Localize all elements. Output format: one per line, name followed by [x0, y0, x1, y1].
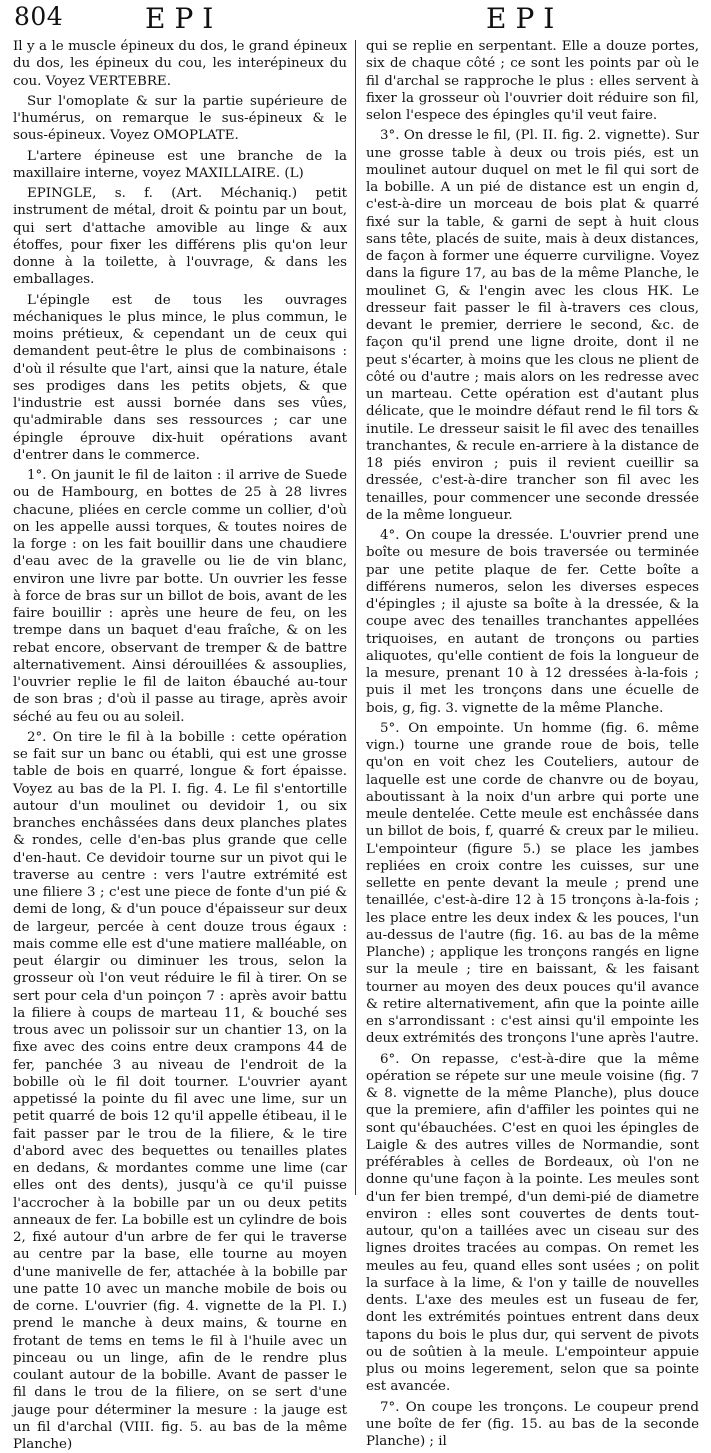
paragraph: 6°. On repasse, c'est-à-dire que la même opération se répete sur une meule voisine (fig. 7 & 8. vignette de la même Planche), plus douce que la premiere, afin d'affiler les pointes qui ne sont qu'ébauchées. C'est en quoi les épingles de Laigle & des autres villes de Normandie, sont préférables à celles de Bordeaux, où l'on ne donne qu'une façon à la pointe. Les meules sont d'un fer bien trempé, d'un demi-pié de diametre environ : elles sont couvertes de dents tout-autour, qu'on a taillées avec un ciseau sur des lignes droites tracées au compas. On remet les meules au feu, quand elles sont usées ; on polit la surface à la lime, & l'on y taille de nouvelles dents. L'axe des meules est un fuseau de fer, dont les extrémités pointues entrent dans deux tapons du bois le plus dur, qui servent de pivots ou de soûtien à la meule. L'empointeur appuie plus ou moins legerement, selon que sa pointe est avancée.: [366, 1051, 699, 1395]
paragraph: 1°. On jaunit le fil de laiton : il arrive de Suede ou de Hambourg, en bottes de 25 à 28 livres chacune, pliées en cercle comme un collier, d'où on les appelle aussi torques, & toutes noires de la forge : on les fait bouillir dans une chaudiere d'eau avec de la gravelle ou lie de vin blanc, environ une livre par botte. Un ouvrier les fesse à force de bras sur un billot de bois, avant de les faire bouillir : après une heure de feu, on les trempe dans un baquet d'eau fraîche, & on les rebat encore, observant de tremper & de battre alternativement. Ainsi dérouillées & assouplies, l'ouvrier replie le fil de laiton ébauché au-tour de son bras ; d'où il passe au tirage, après avoir séché au feu ou au soleil.: [13, 468, 347, 725]
paragraph: L'artere épineuse est une branche de la maxillaire interne, voyez MAXILLAIRE. (L): [13, 148, 347, 181]
paragraph: Il y a le muscle épineux du dos, le grand épineux du dos, les épineux du cou, les interépineux du cou. Voyez VERTEBRE.: [13, 39, 347, 89]
page-number: 804: [14, 2, 64, 31]
right-column: [366, 38, 700, 1449]
paragraph: L'épingle est de tous les ouvrages méchaniques le plus mince, le plus commun, le moins prétieux, & cependant un de ceux qui demandent peut-être le plus de combinaisons : d'où il résulte que l'art, ainsi que la nature, étale ses prodiges dans les petits objets, & que l'industrie est aussi bornée dans ses vûes, qu'admirable dans ses ressources ; car une épingle éprouve dix-huit opérations avant d'entrer dans le commerce.: [13, 292, 347, 463]
paragraph: EPINGLE, s. f. (Art. Méchaniq.) petit instrument de métal, droit & pointu par un bout, qui sert d'attache amovible au linge & aux étoffes, pour fixer les différens plis qu'on leur donne à la toilette, à l'ouvrage, & dans les emballages.: [13, 186, 347, 288]
paragraph: qui se replie en serpentant. Elle a douze portes, six de chaque côté ; ce sont les points par où le fil d'archal se rapproche le plus : elles servent à fixer la grosseur où l'ouvrier doit réduire son fil, selon l'espece des épingles qu'il veut faire.: [366, 39, 699, 123]
left-column: [13, 38, 347, 1452]
left-running-head: EPI: [145, 2, 223, 35]
paragraph: 7°. On coupe les tronçons. Le coupeur prend une boîte de fer (fig. 15. au bas de la seconde Planche) ; il: [366, 1399, 699, 1449]
paragraph: 3°. On dresse le fil, (Pl. II. fig. 2. vignette). Sur une grosse table à deux ou trois piés, est un moulinet autour duquel on met le fil qui sort de la bobille. A un pié de distance est un engin d, c'est-à-dire un morceau de bois plat & quarré fixé sur la table, & garni de sept à huit clous sans tête, placés de suite, mais à deux distances, de façon à former une équerre curviligne. Voyez dans la figure 17, au bas de la même Planche, le moulinet G, & l'engin avec les clous HK. Le dresseur fait passer le fil à-travers ces clous, devant le premier, derriere le second, &c. de façon qu'il prend une ligne droite, dont il ne peut s'écarter, à moins que les clous ne plient de côté ou d'autre ; mais alors on les redresse avec un marteau. Cette opération est d'autant plus délicate, que le moindre défaut rend le fil tors & inutile. Le dresseur saisit le fil avec des tenailles tranchantes, & recule en-arriere à la distance de 18 piés environ ; puis il revient cueillir sa dressée, c'est-à-dire trancher son fil avec les tenailles, pour commencer une seconde dressée de la même longueur.: [366, 128, 700, 523]
right-running-head: EPI: [486, 2, 564, 35]
paragraph: 5°. On empointe. Un homme (fig. 6. même vign.) tourne une grande roue de bois, telle qu'on en voit chez les Couteliers, autour de laquelle est une corde de chanvre ou de boyau, aboutissant à la noix d'un arbre qui porte une meule dentelée. Cette meule est enchâssée dans un billot de bois, f, quarré & creux par le milieu. L'empointeur (figure 5.) se place les jambes repliées en croix contre les cuisses, sur une sellette en pente devant la meule ; prend une tenaillée, c'est-à-dire 12 à 15 tronçons à-la-fois ; les place entre les deux index & les pouces, l'un au-dessus de l'autre (fig. 16. au bas de la même Planche) ; applique les tronçons rangés en ligne sur la meule ; tire en baissant, & les faisant tourner au moyen des deux pouces qu'il avance & retire alternativement, afin que la pointe aille en s'arrondissant : c'est ainsi qu'il empointe les deux extrémités des tronçons l'une après l'autre.: [366, 720, 699, 1047]
column-divider: [355, 40, 356, 1195]
paragraph: 2°. On tire le fil à la bobille : cette opération se fait sur un banc ou établi, qui est une grosse table de bois en quarré, longue & fort épaisse. Voyez au bas de la Pl. I. fig. 4. Le fil s'entortille autour d'un moulinet ou devidoir 1, ou six branches enchâssées dans deux planches plates & rondes, celle d'en-bas plus grande que celle d'en-haut. Ce devidoir tourne sur un pivot qui le traverse au centre : vers l'autre extrémité est une filiere 3 ; c'est une piece de fonte d'un pié & demi de long, & d'un pouce d'épaisseur sur deux de largeur, percée à cent douze trous égaux : mais comme elle est d'une matiere malléable, on peut élargir ou diminuer les trous, selon la grosseur où l'on veut réduire le fil à tirer. On se sert pour cela d'un poinçon 7 : après avoir battu la filiere à coups de marteau 11, & bouché ses trous avec un polissoir sur un chantier 13, on la fixe avec des coins entre deux crampons 44 de fer, panchée 3 au niveau de l'endroit de la bobille où le fil doit tourner. L'ouvrier ayant appetissé la pointe du fil avec une lime, sur un petit quarré de bois 12 qu'il appelle étibeau, il le fait passer par le trou de la filiere, & le tire d'abord avec des bequettes ou tenailles plates en dedans, & mordantes comme une lime (car elles ont des dents), jusqu'à ce qu'il puisse l'accrocher à la bobille par un ou deux petits anneaux de fer. La bobille est un cylindre de bois 2, fixé autour d'un arbre de fer qui le traverse au centre par la base, elle tourne au moyen d'une manivelle de fer, attachée à la bobille par une patte 10 avec un manche mobile de bois ou de corne. L'ouvrier (fig. 4. vignette de la Pl. I.) prend le manche à deux mains, & tourne en frotant de tems en tems le fil à l'huile avec un pinceau ou un linge, afin de le rendre plus coulant autour de la bobille. Avant de passer le fil dans le trou de la filiere, on se sert d'une jauge pour déterminer la mesure : la jauge est un fil d'archal (VIII. fig. 5. au bas de la même Planche): [13, 729, 347, 1452]
paragraph: 4°. On coupe la dressée. L'ouvrier prend une boîte ou mesure de bois traversée ou terminée par une petite plaque de fer. Cette boîte a différens numeros, selon les diverses especes d'épingles ; il ajuste sa boîte à la dressée, & la coupe avec des tenailles tranchantes appellées triquoises, en autant de tronçons ou parties aliquotes, qu'elle contient de fois la longueur de la mesure, prenant 10 à 12 dressées à-la-fois ; puis il met les tronçons dans une écuelle de bois, g, fig. 3. vignette de la même Planche.: [366, 528, 699, 716]
paragraph: Sur l'omoplate & sur la partie supérieure de l'humérus, on remarque le sus-épineux & le sous-épineux. Voyez OMOPLATE.: [13, 93, 347, 144]
